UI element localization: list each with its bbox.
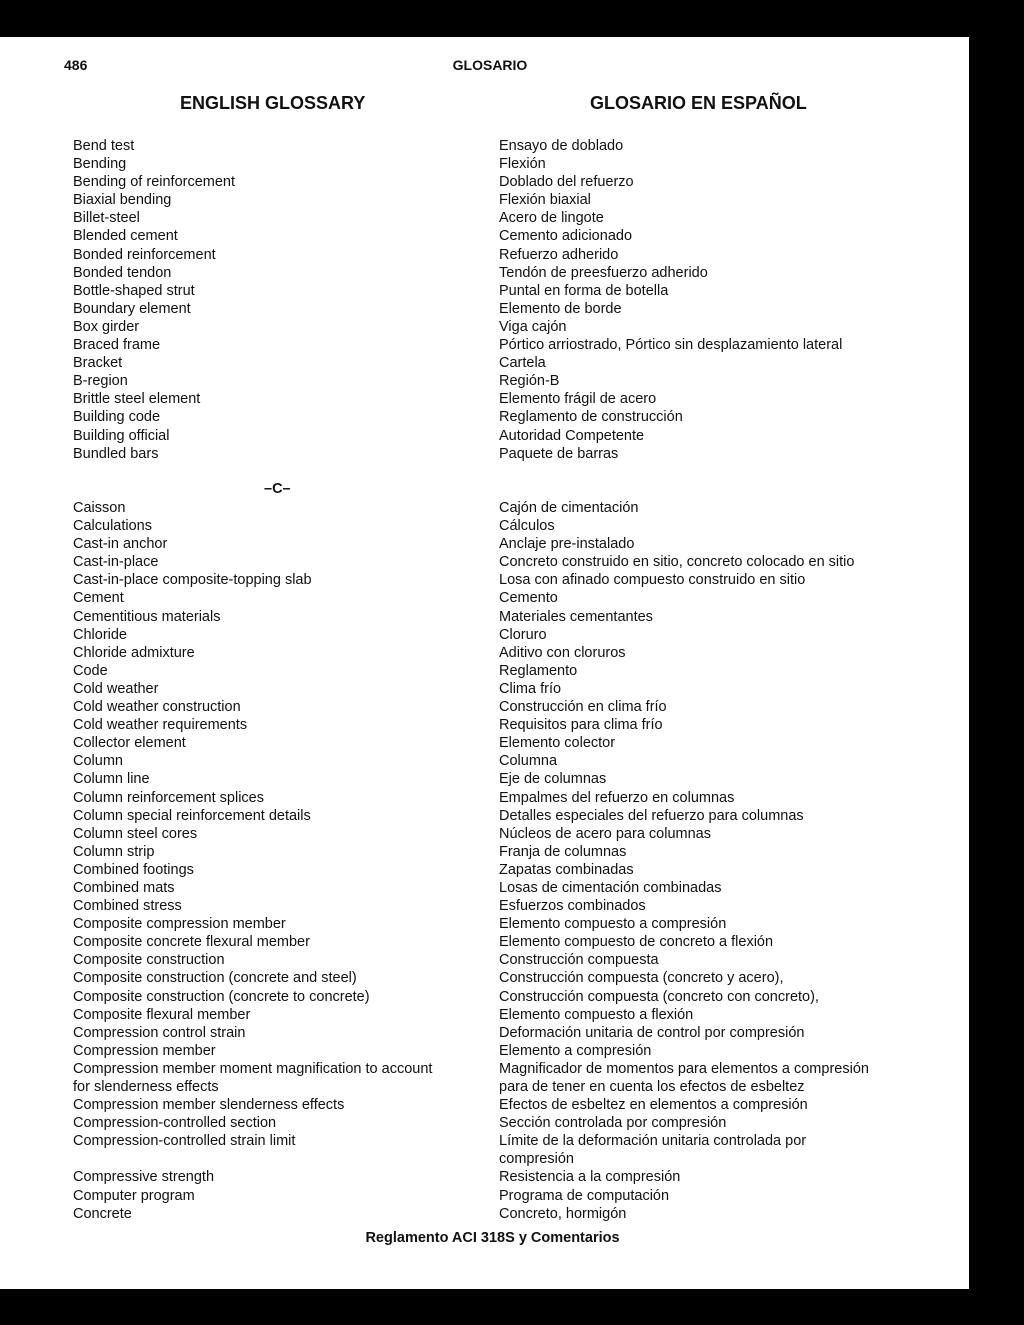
glossary-term: Región-B	[499, 373, 560, 390]
glossary-term: Cold weather	[73, 680, 159, 697]
glossary-term: Bonded tendon	[73, 264, 172, 281]
glossary-term: Elemento a compresión	[499, 1042, 652, 1059]
glossary-term: Building official	[73, 427, 170, 444]
glossary-term: Compressive strength	[73, 1169, 215, 1186]
glossary-term: Bracket	[73, 355, 123, 372]
glossary-term: Bottle-shaped strut	[73, 282, 195, 299]
glossary-term: Deformación unitaria de control por compresión	[499, 1024, 805, 1041]
glossary-term: Cast-in-place	[73, 554, 159, 571]
glossary-term: Code	[73, 662, 108, 679]
glossary-term: Elemento compuesto a compresión	[499, 916, 727, 933]
glossary-term: Brittle steel element	[73, 391, 201, 408]
glossary-term: Braced frame	[73, 337, 161, 354]
glossary-term: Columna	[499, 753, 558, 770]
glossary-term: Viga cajón	[499, 318, 567, 335]
glossary-term: Computer program	[73, 1187, 195, 1204]
glossary-term: Column line	[73, 771, 150, 788]
glossary-term: Esfuerzos combinados	[499, 898, 646, 915]
glossary-term: Construcción compuesta	[499, 952, 659, 969]
glossary-term: Column steel cores	[73, 825, 198, 842]
section-letter-c: –C–	[264, 481, 291, 497]
glossary-term: Combined footings	[73, 861, 194, 878]
glossary-term: Biaxial bending	[73, 192, 172, 209]
glossary-term: Construcción en clima frío	[499, 699, 667, 716]
glossary-term: Compression member	[73, 1042, 216, 1059]
glossary-term: Autoridad Competente	[499, 427, 645, 444]
glossary-term: Elemento colector	[499, 735, 616, 752]
page-number: 486	[64, 57, 88, 73]
glossary-term: Chloride	[73, 626, 127, 643]
glossary-term: Efectos de esbeltez en elementos a compresión	[499, 1097, 808, 1114]
glossary-term: Composite flexural member	[73, 1006, 251, 1023]
glossary-term: Paquete de barras	[499, 445, 619, 462]
glossary-term: Cemento	[499, 590, 558, 607]
english-terms-c	[73, 499, 432, 1223]
glossary-term: Cartela	[499, 355, 546, 372]
glossary-term: Empalmes del refuerzo en columnas	[499, 789, 735, 806]
glossary-term: Reglamento de construcción	[499, 409, 683, 426]
glossary-term: Concrete	[73, 1205, 132, 1222]
glossary-term: Acero de lingote	[499, 210, 604, 227]
glossary-term: Zapatas combinadas	[499, 861, 634, 878]
glossary-term: Sección controlada por compresión	[499, 1115, 727, 1132]
glossary-term: Chloride admixture	[73, 644, 195, 661]
glossary-term: Compression-controlled strain limit	[73, 1133, 296, 1150]
glossary-term: Aditivo con cloruros	[499, 644, 626, 661]
glossary-term: Column	[73, 753, 123, 770]
glossary-term: Bending	[73, 156, 127, 173]
glossary-term: Composite compression member	[73, 916, 286, 933]
glossary-term: Cemento adicionado	[499, 228, 633, 245]
glossary-term: Pórtico arriostrado, Pórtico sin desplazamiento lateral	[499, 337, 843, 354]
glossary-term: Boundary element	[73, 300, 191, 317]
glossary-term: Blended cement	[73, 228, 178, 245]
glossary-term: Composite construction (concrete and steel)	[73, 970, 357, 987]
glossary-term: Bend test	[73, 138, 135, 154]
glossary-term: para de tener en cuenta los efectos de esbeltez	[499, 1079, 805, 1095]
glossary-term: Reglamento	[499, 662, 578, 679]
glossary-term	[73, 1150, 432, 1168]
glossary-term: Combined stress	[73, 898, 182, 915]
glossary-term: Puntal en forma de botella	[499, 282, 669, 299]
glossary-term: Flexión	[499, 156, 546, 173]
glossary-term: Bonded reinforcement	[73, 246, 216, 263]
glossary-term: Eje de columnas	[499, 771, 607, 788]
glossary-term: Magnificador de momentos para elementos a compresión	[499, 1060, 869, 1077]
glossary-term: Bending of reinforcement	[73, 174, 236, 191]
glossary-term: Elemento compuesto a flexión	[499, 1006, 694, 1023]
spanish-column-heading: GLOSARIO EN ESPAÑOL	[590, 93, 807, 113]
page-footer: Reglamento ACI 318S y Comentarios	[365, 1230, 620, 1246]
glossary-term: Elemento frágil de acero	[499, 391, 657, 408]
glossary-term: Doblado del refuerzo	[499, 174, 634, 191]
glossary-term: Construcción compuesta (concreto y acero),	[499, 970, 784, 987]
glossary-term: Concreto, hormigón	[499, 1205, 627, 1222]
glossary-term: Cloruro	[499, 626, 547, 643]
glossary-term: Building code	[73, 409, 161, 426]
english-column-heading: ENGLISH GLOSSARY	[180, 93, 366, 113]
glossary-term: Bundled bars	[73, 445, 159, 462]
glossary-term: B-region	[73, 373, 128, 390]
glossary-term: Clima frío	[499, 680, 562, 697]
glossary-term: Cold weather requirements	[73, 717, 248, 734]
glossary-term: for slenderness effects	[73, 1079, 219, 1095]
glossary-term: Requisitos para clima frío	[499, 717, 663, 734]
glossary-term: Cold weather construction	[73, 699, 241, 716]
glossary-term: Elemento de borde	[499, 300, 622, 317]
glossary-term: Programa de computación	[499, 1187, 670, 1204]
glossary-term: Caisson	[73, 500, 126, 516]
glossary-term: Compression member moment magnification to account	[73, 1060, 433, 1077]
glossary-term: Losa con afinado compuesto construido en sitio	[499, 572, 806, 589]
glossary-term: Cajón de cimentación	[499, 500, 639, 516]
english-terms-b	[73, 137, 235, 463]
glossary-term: Resistencia a la compresión	[499, 1169, 681, 1186]
glossary-term: Compression control strain	[73, 1024, 246, 1041]
glossary-term: Cast-in anchor	[73, 536, 168, 553]
glossary-term: Column strip	[73, 843, 155, 860]
glossary-term: Materiales cementantes	[499, 608, 653, 625]
glossary-term: Collector element	[73, 735, 186, 752]
glossary-term: Franja de columnas	[499, 843, 627, 860]
glossary-term: Concreto construido en sitio, concreto colocado en sitio	[499, 554, 855, 571]
glossary-term: compresión	[499, 1151, 574, 1168]
glossary-term: Detalles especiales del refuerzo para columnas	[499, 807, 804, 824]
glossary-term: Cálculos	[499, 518, 555, 535]
glossary-term: Construcción compuesta (concreto con concreto),	[499, 988, 819, 1005]
glossary-term: Composite construction	[73, 952, 225, 969]
glossary-term: Compression member slenderness effects	[73, 1097, 345, 1114]
glossary-term: Losas de cimentación combinadas	[499, 879, 722, 896]
glossary-term: Compression-controlled section	[73, 1115, 277, 1132]
glossary-term: Elemento compuesto de concreto a flexión	[499, 934, 774, 951]
glossary-term: Anclaje pre-instalado	[499, 536, 635, 553]
glossary-term: Column reinforcement splices	[73, 789, 264, 806]
glossary-term: Cementitious materials	[73, 608, 221, 625]
glossary-term: Cast-in-place composite-topping slab	[73, 572, 312, 589]
running-title: GLOSARIO	[452, 57, 528, 73]
glossary-term: Composite concrete flexural member	[73, 934, 310, 951]
glossary-term: Cement	[73, 590, 124, 607]
glossary-term: Flexión biaxial	[499, 192, 591, 209]
glossary-term: Column special reinforcement details	[73, 807, 311, 824]
glossary-term: Calculations	[73, 518, 152, 535]
glossary-page	[0, 37, 969, 1289]
glossary-term: Núcleos de acero para columnas	[499, 825, 711, 842]
glossary-term: Límite de la deformación unitaria controlada por	[499, 1133, 807, 1150]
spanish-terms-c	[499, 499, 869, 1223]
glossary-term: Ensayo de doblado	[499, 138, 624, 154]
glossary-term: Refuerzo adherido	[499, 246, 619, 263]
glossary-term: Box girder	[73, 318, 140, 335]
glossary-term: Composite construction (concrete to concrete)	[73, 988, 370, 1005]
glossary-term: Combined mats	[73, 879, 175, 896]
glossary-term: Billet-steel	[73, 210, 140, 227]
glossary-term: Tendón de preesfuerzo adherido	[499, 264, 708, 281]
spanish-terms-b	[499, 137, 842, 463]
